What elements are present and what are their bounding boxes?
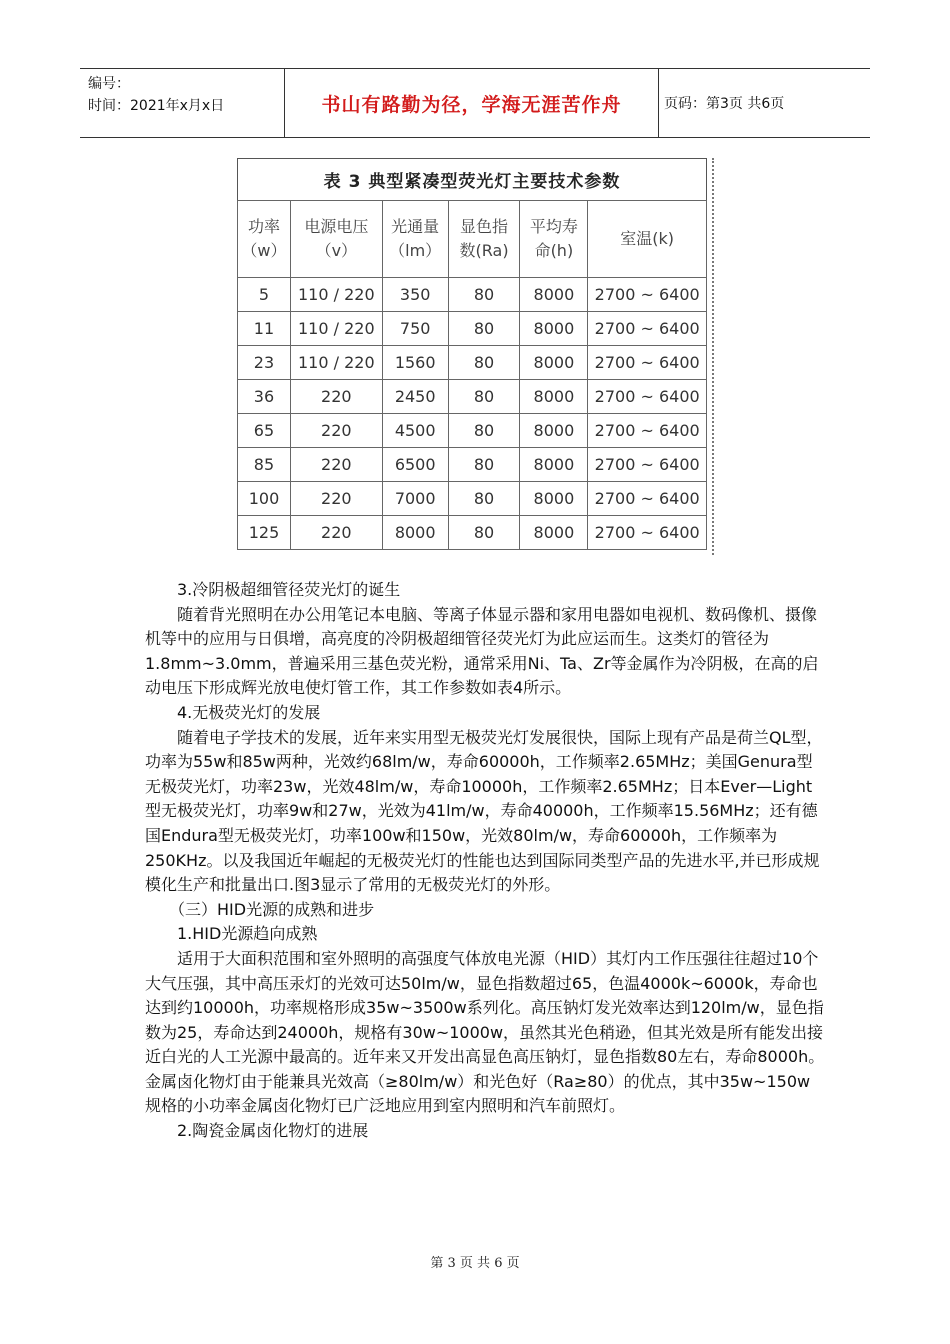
table-cell: 80 bbox=[448, 278, 520, 312]
page-footer: 第 3 页 共 6 页 bbox=[430, 1256, 520, 1271]
table-cell: 2700 ~ 6400 bbox=[588, 482, 707, 516]
table-header-cell: 平均寿 命(h) bbox=[520, 201, 588, 278]
document-number-label: 编号： bbox=[88, 76, 130, 92]
table-cell: 100 bbox=[238, 482, 291, 516]
section-heading: （三）HID光源的成熟和进步 bbox=[169, 899, 375, 919]
table-cell: 8000 bbox=[520, 414, 588, 448]
table-cell: 8000 bbox=[382, 516, 448, 550]
header-page-number: 页码：第3页 共6页 bbox=[664, 96, 785, 112]
table-cell: 80 bbox=[448, 346, 520, 380]
header-divider bbox=[658, 69, 659, 137]
table-cell: 110 / 220 bbox=[290, 346, 382, 380]
table-header-cell: 电源电压 （v） bbox=[290, 201, 382, 278]
table-cell: 110 / 220 bbox=[290, 278, 382, 312]
document-time-label: 时间：2021年x月x日 bbox=[88, 98, 225, 114]
table-row bbox=[238, 312, 707, 346]
table-cell: 220 bbox=[290, 414, 382, 448]
table-row bbox=[238, 414, 707, 448]
table-cell: 2700 ~ 6400 bbox=[588, 516, 707, 550]
body-text bbox=[145, 578, 825, 1144]
header-motto: 书山有路勤为径，学海无涯苦作舟 bbox=[321, 93, 622, 116]
table-cell: 220 bbox=[290, 448, 382, 482]
table-cell: 80 bbox=[448, 482, 520, 516]
paragraph: 随着电子学技术的发展，近年来实用型无极荧光灯发展很快，国际上现有产品是荷兰QL型，功率为55w和85w两种，光效约68lm/w，寿命60000h，工作频率2.65MHz；美国Genura型无极荧光灯，功率23w，光效48lm/w，寿命10000h，工作频率2.65MHz；日本Ever—Light型无极荧光灯，功率9w和27w，光效为41lm/w，寿命40000h，工作频率15.56MHz；还有德国Endura型无极荧光灯，功率100w和150w，光效80lm/w，寿命60000h，工作频率为250KHz。以及我国近年崛起的无极荧光灯的性能也达到国际同类型产品的先进水平,并已形成规模化生产和批量出口.图3显示了常用的无极荧光灯的外形。 bbox=[145, 727, 823, 895]
table-cell: 8000 bbox=[520, 278, 588, 312]
table-cell: 23 bbox=[238, 346, 291, 380]
table-cell: 220 bbox=[290, 380, 382, 414]
section-heading: 3.冷阴极超细管径荧光灯的诞生 bbox=[177, 580, 401, 599]
table-cell: 65 bbox=[238, 414, 291, 448]
section-heading: 1.HID光源趋向成熟 bbox=[177, 924, 318, 944]
table-cell: 80 bbox=[448, 516, 520, 550]
table-cell: 5 bbox=[238, 278, 291, 312]
table-cell: 80 bbox=[448, 380, 520, 414]
table-cell: 85 bbox=[238, 448, 291, 482]
table-cell: 11 bbox=[238, 312, 291, 346]
table-cell: 7000 bbox=[382, 482, 448, 516]
header-meta bbox=[88, 73, 284, 117]
table-header-cell: 功率 （w） bbox=[238, 201, 291, 278]
page-header bbox=[80, 68, 870, 138]
table-cell: 80 bbox=[448, 448, 520, 482]
spec-table-figure bbox=[237, 158, 707, 555]
table-header-cell: 显色指 数(Ra) bbox=[448, 201, 520, 278]
table-row bbox=[238, 516, 707, 550]
table-cell: 220 bbox=[290, 516, 382, 550]
table-cell: 8000 bbox=[520, 312, 588, 346]
table-row bbox=[238, 278, 707, 312]
scan-edge bbox=[712, 158, 714, 555]
table-row bbox=[238, 346, 707, 380]
table-cell: 4500 bbox=[382, 414, 448, 448]
table-cell: 2700 ~ 6400 bbox=[588, 448, 707, 482]
table-cell: 2700 ~ 6400 bbox=[588, 380, 707, 414]
paragraph: 适用于大面积范围和室外照明的高强度气体放电光源（HID）其灯内工作压强往往超过10个大气压强，其中高压汞灯的光效可达50lm/w，显色指数超过65，色温4000k~6000k，寿命也达到约10000h，功率规格形成35w~3500w系列化。高压钠灯发光效率达到120lm/w，显色指数为25，寿命达到24000h，规格有30w~1000w，虽然其光色稍逊，但其光效是所有能发出接近白光的人工光源中最高的。近年来又开发出高显色高压钠灯，显色指数80左右，寿命8000h。金属卤化物灯由于能兼具光效高（≥80lm/w）和光色好（Ra≥80）的优点，其中35w~150w规格的小功率金属卤化物灯已广泛地应用到室内照明和汽车前照灯。 bbox=[145, 948, 825, 1116]
table-header-row bbox=[238, 201, 707, 278]
table-cell: 6500 bbox=[382, 448, 448, 482]
table-cell: 110 / 220 bbox=[290, 312, 382, 346]
table-cell: 36 bbox=[238, 380, 291, 414]
table-cell: 2700 ~ 6400 bbox=[588, 278, 707, 312]
table-row bbox=[238, 380, 707, 414]
table-cell: 8000 bbox=[520, 448, 588, 482]
table-cell: 2700 ~ 6400 bbox=[588, 312, 707, 346]
table-cell: 750 bbox=[382, 312, 448, 346]
table-cell: 125 bbox=[238, 516, 291, 550]
table-cell: 8000 bbox=[520, 516, 588, 550]
table-cell: 1560 bbox=[382, 346, 448, 380]
spec-table bbox=[237, 200, 707, 550]
table-cell: 220 bbox=[290, 482, 382, 516]
table-header-cell: 光通量 （lm） bbox=[382, 201, 448, 278]
table-cell: 8000 bbox=[520, 380, 588, 414]
section-heading: 2.陶瓷金属卤化物灯的进展 bbox=[177, 1121, 369, 1141]
table-caption: 表 3 典型紧凑型荧光灯主要技术参数 bbox=[237, 158, 707, 200]
table-cell: 2700 ~ 6400 bbox=[588, 346, 707, 380]
table-cell: 8000 bbox=[520, 482, 588, 516]
table-row bbox=[238, 448, 707, 482]
table-cell: 2700 ~ 6400 bbox=[588, 414, 707, 448]
table-cell: 2450 bbox=[382, 380, 448, 414]
table-cell: 80 bbox=[448, 414, 520, 448]
section-heading: 4.无极荧光灯的发展 bbox=[177, 702, 321, 722]
table-cell: 80 bbox=[448, 312, 520, 346]
paragraph: 随着背光照明在办公用笔记本电脑、等离子体显示器和家用电器如电视机、数码像机、摄像机等中的应用与日俱增，高亮度的冷阴极超细管径荧光灯为此应运而生。这类灯的管径为1.8mm~3.0mm，普遍采用三基色荧光粉，通常采用Ni、Ta、Zr等金属作为冷阴极，在高的启动电压下形成辉光放电使灯管工作，其工作参数如表4所示。 bbox=[145, 604, 819, 698]
table-row bbox=[238, 482, 707, 516]
table-cell: 8000 bbox=[520, 346, 588, 380]
table-cell: 350 bbox=[382, 278, 448, 312]
table-header-cell: 室温(k) bbox=[588, 201, 707, 278]
